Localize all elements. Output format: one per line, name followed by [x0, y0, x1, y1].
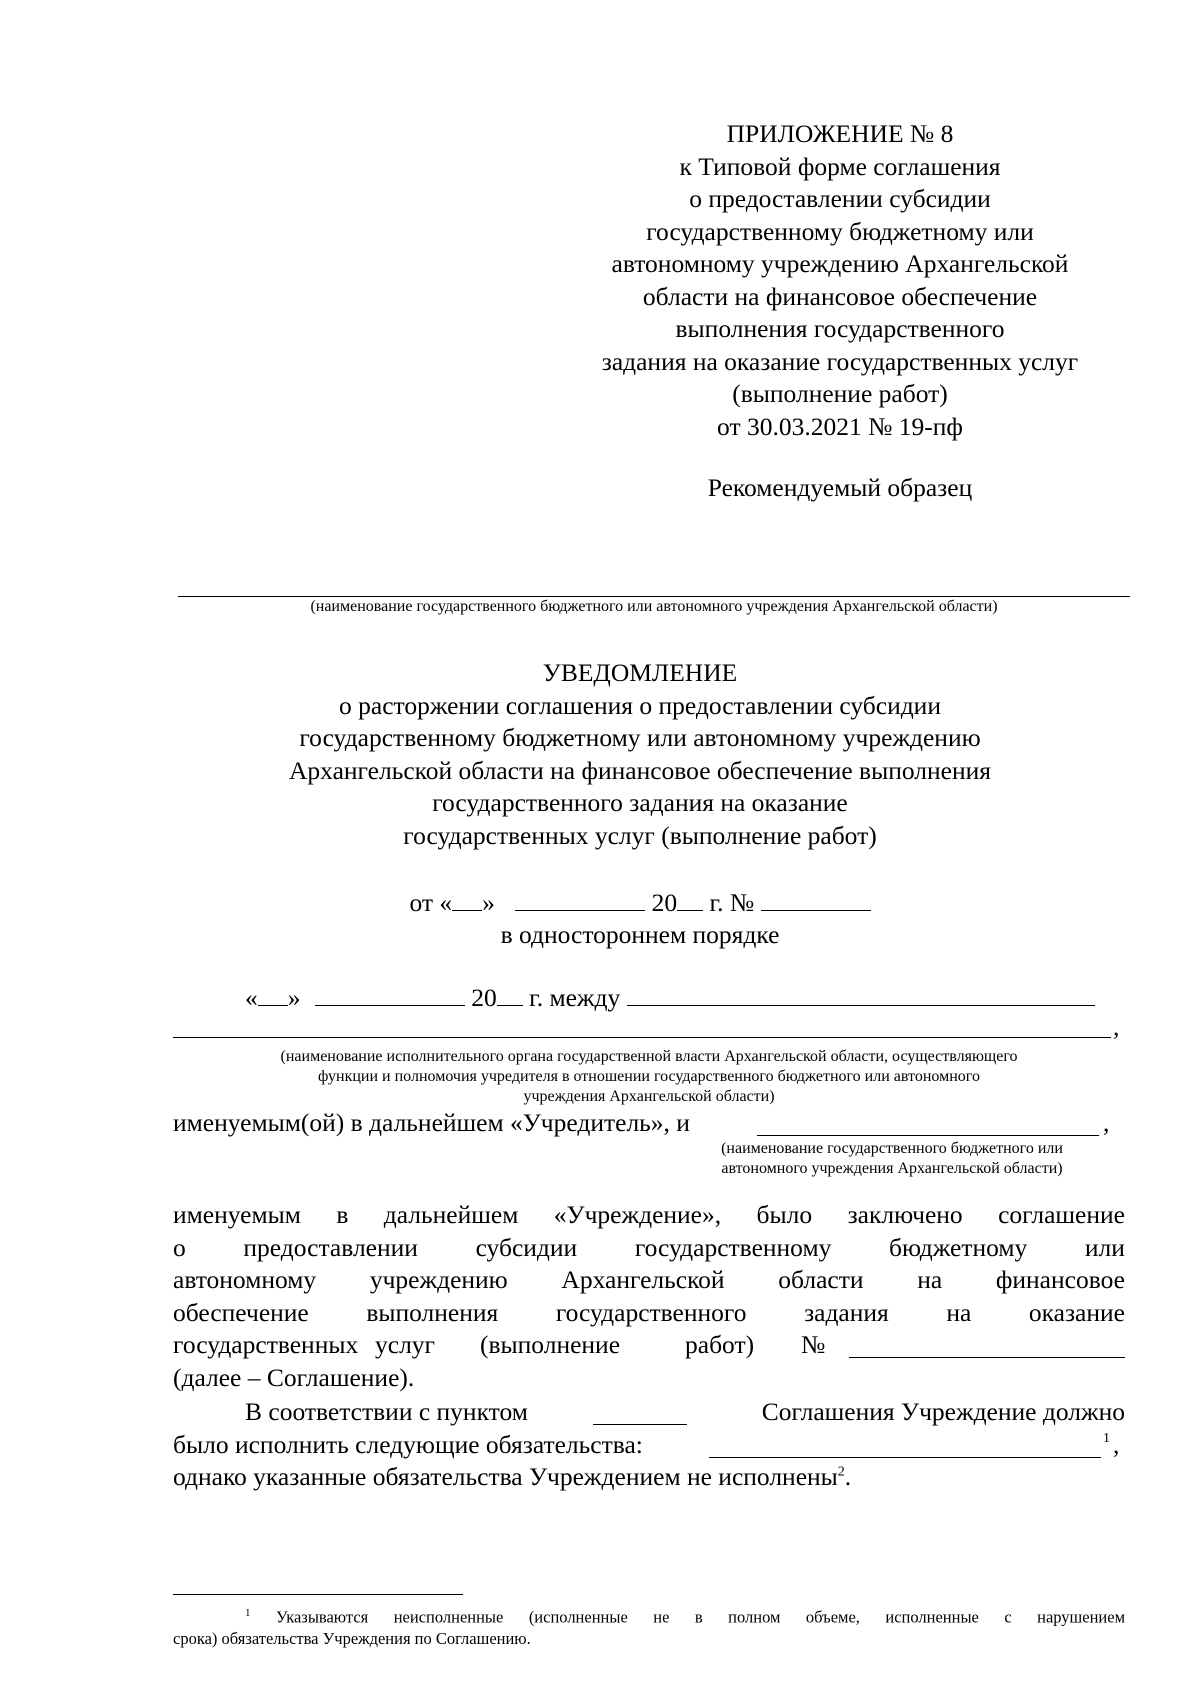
founder-name-line	[173, 1011, 1125, 1047]
date-prefix: от «	[409, 888, 453, 917]
founder-named-text: именуемым(ой) в дальнейшем «Учредитель», и	[173, 1107, 690, 1137]
caption-line: автономного учреждения Архангельской области)	[721, 1160, 1063, 1177]
clause-text: В соответствии с пунктом	[245, 1397, 528, 1426]
founder-named-line	[173, 1107, 1125, 1140]
between-label: г. между	[522, 983, 621, 1012]
caption-line: учреждения Архангельской области)	[523, 1087, 775, 1105]
annex-line: (выполнение работ)	[732, 379, 948, 408]
annex-line: автономному учреждению Архангельской	[611, 249, 1069, 278]
founder-name-field-start[interactable]	[627, 983, 1095, 1006]
footnote-line: $^1$ Указываются неисполненные (исполненные не в полном объеме, исполненные с нарушением	[245, 1607, 1126, 1627]
not-fulfilled-text: однако указанные обязательства Учреждением не исполнены	[173, 1462, 838, 1491]
document-title	[160, 657, 1120, 852]
paragraph-line: (далее – Соглашение).	[173, 1362, 415, 1392]
comma: ,	[1113, 1429, 1120, 1459]
quote-open: «	[245, 983, 258, 1012]
annex-line: к Типовой форме соглашения	[679, 151, 1001, 181]
title-heading: УВЕДОМЛЕНИЕ	[542, 658, 738, 687]
footnote-ref[interactable]: 2	[837, 1464, 845, 1480]
title-line: государственных услуг (выполнение работ)	[403, 820, 877, 850]
paragraph-line	[173, 1396, 1125, 1429]
agreement-parties-block	[173, 982, 1125, 1179]
caption-line: (наименование исполнительного органа государственной власти Архангельской области, осуществляющего	[280, 1047, 1018, 1065]
paragraph-line: обеспечение выполнения государственного задания на оказание	[173, 1297, 1125, 1327]
annex-line: области на финансовое обеспечение	[642, 281, 1038, 311]
footnote-separator	[173, 1594, 463, 1595]
footnote-marker: 1	[245, 1607, 251, 1619]
year-prefix: 20	[471, 983, 497, 1012]
title-line: о расторжении соглашения о предоставлении субсидии	[339, 690, 941, 720]
year-prefix: 20	[651, 888, 678, 917]
notice-number-field[interactable]	[761, 888, 871, 911]
founder-caption	[173, 1047, 1125, 1107]
institution-party-caption	[173, 1139, 1125, 1179]
annex-line: задания на оказание государственных услуг	[601, 346, 1079, 376]
paragraph-line: однако указанные обязательства Учреждением не исполнены$^2$.	[173, 1462, 852, 1491]
founder-name-field[interactable]	[173, 1015, 1111, 1038]
caption-line: (наименование государственного бюджетного или	[721, 1140, 1063, 1157]
paragraph-line: именуемым в дальнейшем «Учреждение», было заключено соглашение	[173, 1200, 1125, 1229]
agreement-number-field[interactable]	[849, 1335, 1125, 1358]
quote-close: »	[287, 983, 301, 1012]
agreement-year-field[interactable]	[497, 983, 523, 1006]
clause-text-end: Соглашения Учреждение должно	[761, 1397, 1125, 1426]
notice-date-line	[160, 887, 1120, 919]
notice-date-block	[160, 887, 1120, 951]
annex-line: ПРИЛОЖЕНИЕ № 8	[726, 119, 954, 148]
title-line: государственного задания на оказание	[432, 788, 848, 817]
obligations-text: было исполнить следующие обязательства:	[173, 1429, 643, 1459]
comma: ,	[1113, 1011, 1120, 1041]
agreement-date-line	[173, 982, 1125, 1015]
comma: ,	[1103, 1107, 1110, 1137]
agreement-month-field[interactable]	[315, 983, 465, 1006]
annex-line: о предоставлении субсидии	[689, 184, 991, 213]
title-line: Архангельской области на финансовое обеспечение выполнения	[288, 755, 991, 785]
paragraph-line: государственных услуг (выполнение работ) №	[173, 1329, 1125, 1362]
quote-close: »	[482, 888, 495, 917]
agreement-paragraph	[173, 1199, 1125, 1394]
caption-line: функции и полномочия учредителя в отношении государственного бюджетного или автономного	[318, 1067, 980, 1085]
paragraph-line: автономному учреждению Архангельской области на финансовое	[173, 1265, 1125, 1294]
year-field[interactable]	[677, 888, 703, 911]
paragraph-line: было исполнить следующие обязательства: 1 ,	[173, 1429, 1125, 1462]
day-field[interactable]	[452, 888, 482, 911]
paragraph-line: о предоставлении субсидии государственному бюджетному или	[173, 1232, 1125, 1262]
annex-line: государственному бюджетному или	[646, 216, 1034, 246]
title-line: государственному бюджетному или автономному учреждению	[299, 723, 981, 752]
footnote	[173, 1603, 1125, 1649]
footnote-line: срока) обязательства Учреждения по Соглашению.	[173, 1628, 531, 1648]
unilateral-label: в одностороннем порядке	[500, 920, 780, 949]
annex-line: выполнения государственного	[675, 314, 1005, 343]
agreement-day-field[interactable]	[258, 983, 288, 1006]
recommended-sample-label: Рекомендуемый образец	[707, 473, 973, 502]
obligations-field[interactable]	[709, 1435, 1101, 1458]
month-field[interactable]	[515, 888, 645, 911]
clause-number-field[interactable]	[593, 1402, 687, 1425]
annex-header	[560, 118, 1120, 505]
obligations-paragraph	[173, 1396, 1125, 1494]
annex-line: от 30.03.2021 № 19-пф	[717, 411, 963, 441]
number-label: г. №	[703, 888, 755, 917]
institution-party-field[interactable]	[757, 1113, 1099, 1136]
institution-name-caption: (наименование государственного бюджетного или автономного учреждения Архангельской области)	[310, 598, 998, 615]
